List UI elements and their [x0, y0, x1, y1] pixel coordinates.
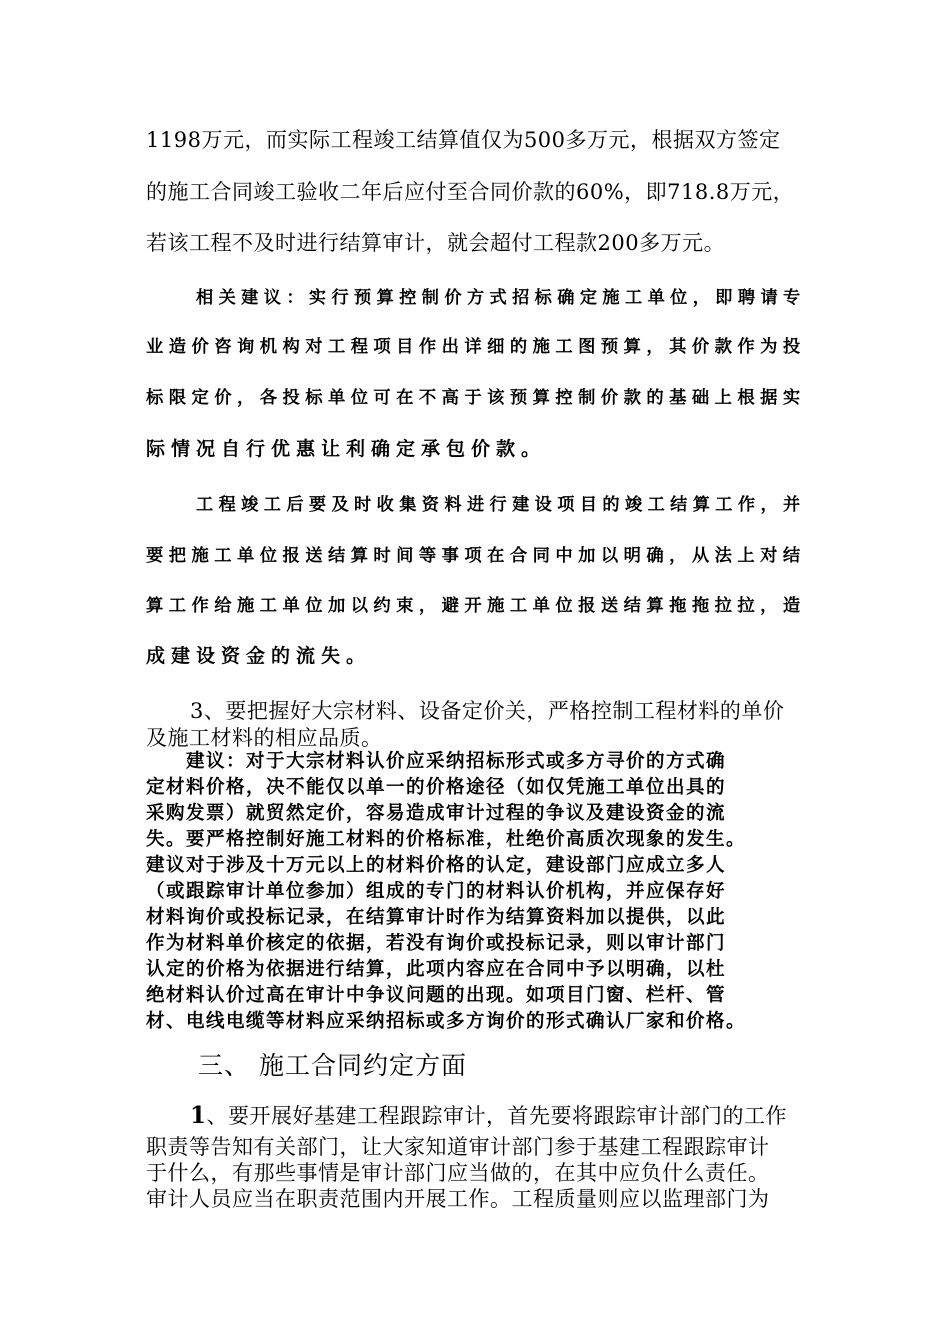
- suggestion-text-line: 作为材料单价核定的依据，若没有询价或投标记录，则以审计部门: [146, 933, 727, 954]
- suggestion-text-line: 际情况自行优惠让利确定承包价款。: [146, 438, 547, 460]
- suggestion-text-line: 相关建议：实行预算控制价方式招标确定施工单位，即聘请专: [196, 288, 806, 308]
- suggestion-text-line: 工程竣工后要及时收集资料进行建设项目的竣工结算工作，并: [196, 495, 806, 515]
- body-text-line: 的施工合同竣工验收二年后应付至合同价款的60%，即718.8万元，: [146, 180, 795, 204]
- body-text-line: [190, 1100, 787, 1130]
- suggestion-text-line: 标限定价，各投标单位可在不高于该预算控制价款的基础上根据实: [146, 388, 806, 408]
- section-heading: 三、 施工合同约定方面: [198, 1051, 467, 1080]
- suggestion-text-line: 认定的价格为依据进行结算，此项内容应在合同中予以明确，以杜: [146, 959, 727, 980]
- body-text-line: 职责等告知有关部门，让大家知道审计部门参于基建工程跟踪审计: [146, 1135, 770, 1159]
- suggestion-text-line: 成建设资金的流失。: [146, 645, 372, 667]
- body-text-line: 若该工程不及时进行结算审计，就会超付工程款200多万元。: [146, 231, 726, 255]
- suggestion-text-line: 绝材料认价过高在审计中争议问题的出现。如项目门窗、栏杆、管: [146, 985, 727, 1006]
- suggestion-text-line: 失。要严格控制好施工材料的价格标准，杜绝价高质次现象的发生。: [146, 829, 747, 850]
- item-number: 1: [190, 1102, 207, 1129]
- suggestion-text-line: 算工作给施工单位加以约束，避开施工单位报送结算拖拖拉拉，造: [146, 596, 806, 616]
- suggestion-text-line: 建议：对于大宗材料认价应采纳招标形式或多方寻价的方式确: [186, 751, 727, 772]
- suggestion-text-line: 采购发票）就贸然定价，容易造成审计过程的争议及建设资金的流: [146, 803, 727, 824]
- item-text: 、要开展好基建工程跟踪审计，首先要将跟踪审计部门的工作: [206, 1104, 788, 1128]
- suggestion-text-line: 材料询价或投标记录，在结算审计时作为结算资料加以提供，以此: [146, 907, 727, 928]
- suggestion-text-line: 业造价咨询机构对工程项目作出详细的施工图预算，其价款作为投: [146, 337, 806, 357]
- suggestion-text-line: 要把施工单位报送结算时间等事项在合同中加以明确，从法上对结: [146, 546, 806, 566]
- body-text-line: 审计人员应当在职责范围内开展工作。工程质量则应以监理部门为: [146, 1187, 770, 1211]
- body-text-line: 1198万元，而实际工程竣工结算值仅为500多万元，根据双方签定: [146, 128, 781, 152]
- body-text-line: 于什么，有那些事情是审计部门应当做的，在其中应负什么责任。: [146, 1161, 770, 1185]
- suggestion-text-line: 材、电线电缆等材料应采纳招标或多方询价的形式确认厂家和价格。: [146, 1011, 747, 1032]
- suggestion-text-line: （或跟踪审计单位参加）组成的专门的材料认价机构，并应保存好: [146, 881, 727, 902]
- body-text-line: 3、要把握好大宗材料、设备定价关，严格控制工程材料的单价: [190, 699, 785, 723]
- suggestion-text-line: 定材料价格，决不能仅以单一的价格途径（如仅凭施工单位出具的: [146, 777, 727, 798]
- body-text-line: 及施工材料的相应品质。: [146, 726, 383, 750]
- suggestion-text-line: 建议对于涉及十万元以上的材料价格的认定，建设部门应成立多人: [146, 855, 727, 876]
